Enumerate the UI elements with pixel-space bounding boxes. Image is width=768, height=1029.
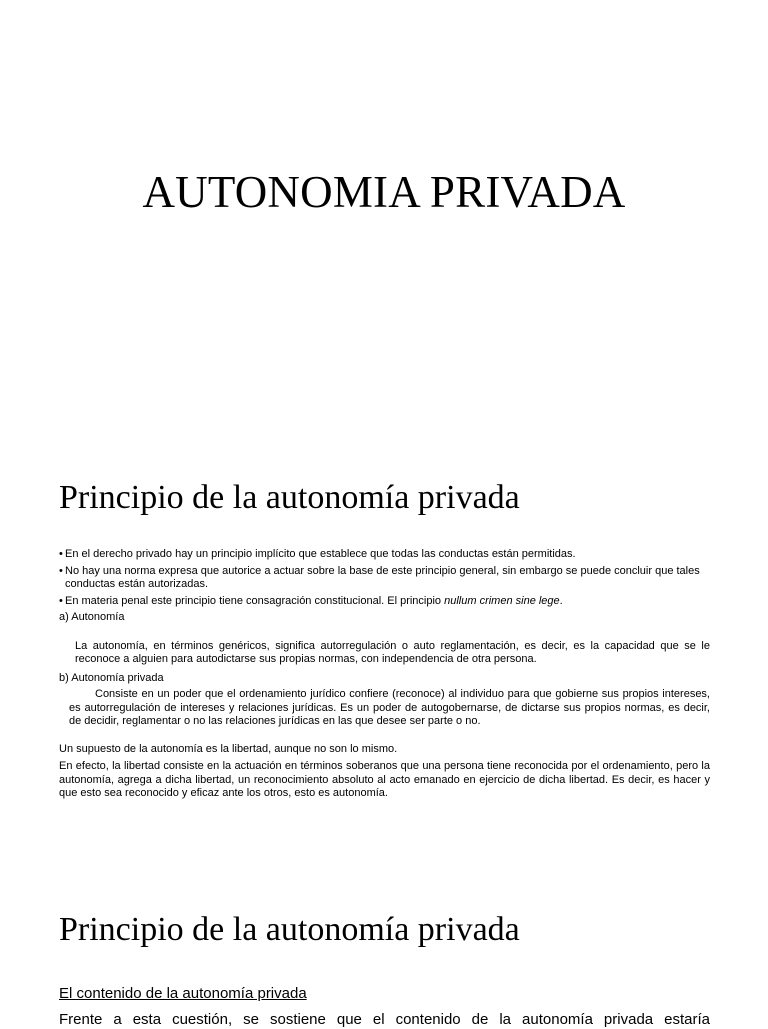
slide-heading: Principio de la autonomía privada [59,911,520,948]
bullet-text-suffix: . [559,594,563,607]
paragraph-autonomia: La autonomía, en términos genéricos, significa autorregulación o auto reglamentación, es decir, es la capacidad que se le reconoce a alguien para autodictarse sus propias normas, con independencia de otra persona. [75,639,710,665]
slide-heading: Principio de la autonomía privada [59,479,520,516]
bullet-item [59,595,710,609]
bullet-dot-icon: • [59,548,63,560]
bullet-text [65,595,710,609]
bullet-dot-icon: • [59,594,63,607]
document-title: AUTONOMIA PRIVADA [142,167,626,217]
latin-maxim: nullum crimen sine lege [444,594,560,607]
paragraph-supuesto: Un supuesto de la autonomía es la libertad, aunque no son lo mismo. [59,742,398,755]
slide-contenido [0,860,768,1028]
paragraph-autonomia-privada: Consiste en un poder que el ordenamiento jurídico confiere (reconoce) al individuo para que gobierne sus propios intereses, es autorregulación de intereses y relaciones jurídicas. Es un poder de autogobernarse, de dictarse sus propios normas, es decir, de decidir, reglamentar o no las relaciones jurídicas en las que desee ser parte o no. [69,688,710,727]
slide-principio [0,430,768,860]
bullet-text: No hay una norma expresa que autorice a actuar sobre la base de este principio general, sin embargo se puede concluir que tales conductas están autorizadas. [65,564,700,590]
bullet-text-prefix: En materia penal este principio tiene consagración constitucional. El principio [65,594,445,607]
bullet-dot-icon: • [59,564,63,577]
bullet-text: En el derecho privado hay un principio implícito que establece que todas las conductas están permitidas. [65,548,576,560]
slide-title [0,0,768,430]
paragraph-contenido: Frente a esta cuestión, se sostiene que el contenido de la autonomía privada estaría [59,1011,710,1028]
bullet-item [59,565,710,592]
slide-subheading: El contenido de la autonomía privada [59,985,307,1002]
slide-body [59,548,710,801]
section-label-b: b) Autonomía privada [59,671,164,684]
bullet-item [59,548,710,562]
section-label-a: a) Autonomía [59,611,125,623]
paragraph-libertad: En efecto, la libertad consiste en la actuación en términos soberanos que una persona tiene reconocida por el ordenamiento, pero la autonomía, agrega a dicha libertad, un reconocimiento absoluto al acto emanado en ejercicio de dicha libertad. Es decir, es hacer y que esto sea reconocido y eficaz ante los otros, esto es autonomía. [59,760,710,799]
